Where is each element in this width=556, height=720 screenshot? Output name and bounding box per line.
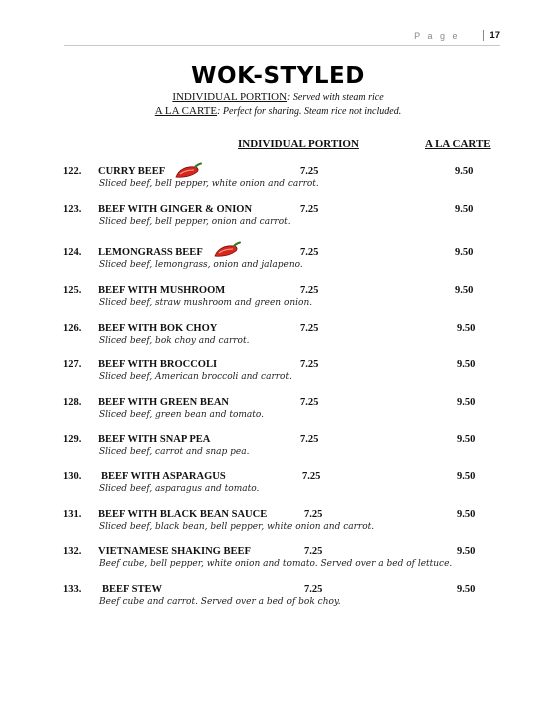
column-header-individual: INDIVIDUAL PORTION <box>238 138 359 150</box>
price-individual: 7.25 <box>300 166 319 177</box>
item-description: Sliced beef, asparagus and tomato. <box>99 484 260 494</box>
item-number: 122. <box>63 166 82 177</box>
item-description: Sliced beef, green bean and tomato. <box>99 410 264 420</box>
menu-item <box>0 247 556 281</box>
price-individual: 7.25 <box>300 285 319 296</box>
item-number: 132. <box>63 546 82 557</box>
item-description: Sliced beef, American broccoli and carrot. <box>99 372 292 382</box>
menu-item <box>0 397 556 431</box>
subtitle-alacarte <box>0 105 556 117</box>
item-description: Sliced beef, bell pepper, onion and carrot. <box>99 217 291 227</box>
item-description: Sliced beef, carrot and snap pea. <box>99 447 250 457</box>
price-alacarte: 9.50 <box>457 397 476 408</box>
item-description: Sliced beef, bok choy and carrot. <box>99 336 250 346</box>
item-number: 133. <box>63 584 82 595</box>
price-alacarte: 9.50 <box>457 546 476 557</box>
page-header <box>64 31 500 46</box>
page-label: P a g e <box>414 31 460 41</box>
item-description: Beef cube and carrot. Served over a bed of bok choy. <box>99 597 341 607</box>
item-number: 129. <box>63 434 82 445</box>
item-name: BEEF STEW <box>102 584 163 595</box>
price-alacarte: 9.50 <box>455 247 474 258</box>
menu-item <box>0 584 556 618</box>
menu-item <box>0 285 556 319</box>
item-number: 124. <box>63 247 82 258</box>
menu-item <box>0 434 556 468</box>
price-individual: 7.25 <box>300 204 319 215</box>
subtitle-individual-label: INDIVIDUAL PORTION <box>172 91 288 103</box>
menu-item <box>0 323 556 357</box>
item-description: Sliced beef, lemongrass, onion and jalapeno. <box>99 260 303 270</box>
chili-pepper-icon <box>173 161 203 181</box>
column-header-alacarte: A LA CARTE <box>425 138 491 150</box>
item-description: Sliced beef, black bean, bell pepper, white onion and carrot. <box>99 522 375 532</box>
item-name: BEEF WITH MUSHROOM <box>98 285 226 296</box>
item-number: 131. <box>63 509 82 520</box>
item-name: CURRY BEEF <box>98 166 166 177</box>
price-individual: 7.25 <box>302 471 321 482</box>
subtitle-alacarte-label: A LA CARTE <box>154 105 218 117</box>
price-alacarte: 9.50 <box>457 471 476 482</box>
item-number: 125. <box>63 285 82 296</box>
chili-pepper-icon <box>212 240 242 260</box>
menu-item <box>0 204 556 238</box>
price-alacarte: 9.50 <box>457 509 476 520</box>
price-alacarte: 9.50 <box>457 359 476 370</box>
item-name: BEEF WITH BOK CHOY <box>98 323 218 334</box>
price-alacarte: 9.50 <box>457 323 476 334</box>
item-description: Beef cube, bell pepper, white onion and tomato. Served over a bed of lettuce. <box>99 559 453 569</box>
item-name: BEEF WITH BLACK BEAN SAUCE <box>98 509 268 520</box>
item-name: LEMONGRASS BEEF <box>98 247 203 258</box>
item-number: 128. <box>63 397 82 408</box>
price-individual: 7.25 <box>304 509 323 520</box>
menu-item <box>0 471 556 505</box>
price-individual: 7.25 <box>300 397 319 408</box>
menu-item <box>0 546 556 580</box>
item-name: BEEF WITH GREEN BEAN <box>98 397 229 408</box>
item-description: Sliced beef, bell pepper, white onion and carrot. <box>99 179 319 189</box>
menu-item <box>0 359 556 393</box>
page-number: 17 <box>483 30 500 41</box>
menu-item <box>0 509 556 543</box>
price-individual: 7.25 <box>300 434 319 445</box>
item-number: 123. <box>63 204 82 215</box>
item-name: VIETNAMESE SHAKING BEEF <box>98 546 251 557</box>
price-alacarte: 9.50 <box>457 584 476 595</box>
item-description: Sliced beef, straw mushroom and green onion. <box>99 298 313 308</box>
subtitle-individual-text: : Served with steam rice <box>287 92 384 103</box>
subtitle-individual <box>0 91 556 103</box>
price-alacarte: 9.50 <box>455 204 474 215</box>
price-alacarte: 9.50 <box>455 166 474 177</box>
item-name: BEEF WITH GINGER & ONION <box>98 204 253 215</box>
item-name: BEEF WITH SNAP PEA <box>98 434 211 445</box>
menu-section-title: WOK-STYLED <box>191 63 365 89</box>
item-number: 126. <box>63 323 82 334</box>
price-individual: 7.25 <box>304 546 323 557</box>
item-name: BEEF WITH BROCCOLI <box>98 359 218 370</box>
price-individual: 7.25 <box>304 584 323 595</box>
price-individual: 7.25 <box>300 247 319 258</box>
price-alacarte: 9.50 <box>457 434 476 445</box>
item-number: 127. <box>63 359 82 370</box>
menu-item <box>0 166 556 200</box>
subtitle-alacarte-text: : Perfect for sharing. Steam rice not included. <box>217 106 402 117</box>
price-individual: 7.25 <box>300 323 319 334</box>
item-number: 130. <box>63 471 82 482</box>
price-alacarte: 9.50 <box>455 285 474 296</box>
item-name: BEEF WITH ASPARAGUS <box>101 471 226 482</box>
price-individual: 7.25 <box>300 359 319 370</box>
